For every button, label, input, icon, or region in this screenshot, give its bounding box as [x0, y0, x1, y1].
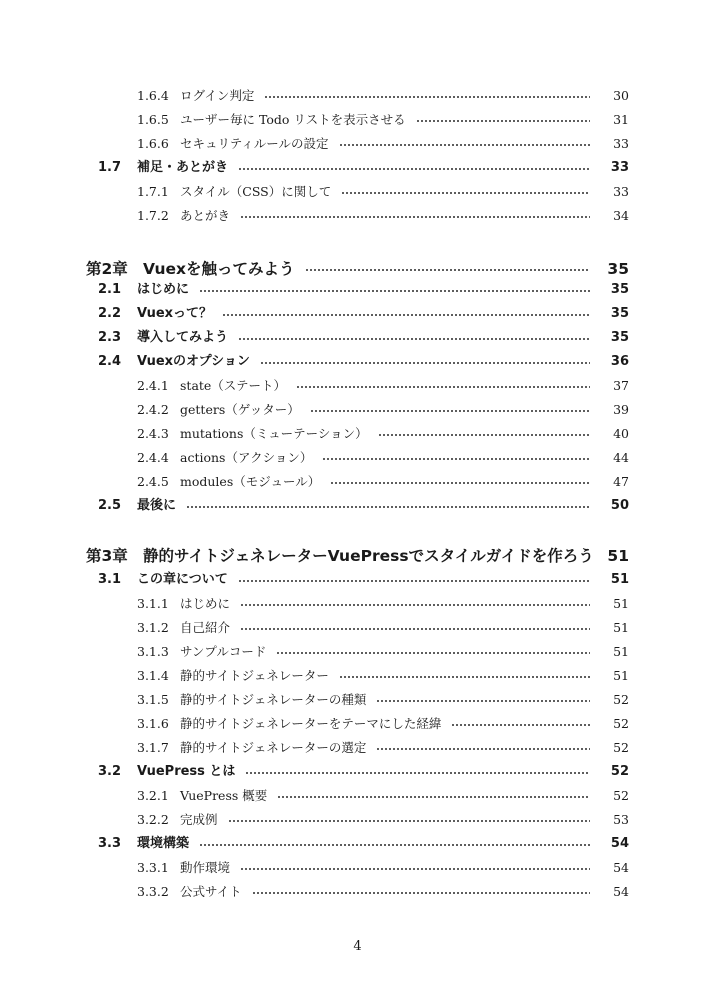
leader-dots	[238, 167, 590, 171]
toc-entry-title: ユーザー毎に Todo リストを表示させる	[180, 110, 406, 130]
toc-entry-title: VuePress とは	[137, 762, 235, 782]
toc-entry-number: 2.4.3	[137, 424, 169, 444]
toc-entry-page: 52	[613, 786, 629, 806]
leader-dots	[276, 651, 590, 655]
toc-subsection-row[interactable]	[0, 882, 715, 902]
toc-entry-page: 52	[611, 762, 629, 782]
leader-dots	[186, 505, 590, 509]
toc-entry-page: 40	[613, 424, 629, 444]
toc-entry-title: 静的サイトジェネレーターをテーマにした経緯	[180, 714, 441, 734]
toc-entry-page: 51	[611, 570, 629, 590]
toc-entry-page: 51	[613, 594, 629, 614]
toc-entry-title: この章について	[137, 570, 228, 590]
toc-entry-page: 35	[611, 280, 629, 300]
toc-entry-number: 1.6.6	[137, 134, 169, 154]
toc-entry-number: 2.4.5	[137, 472, 169, 492]
leader-dots	[322, 457, 590, 461]
toc-section-row[interactable]	[0, 762, 715, 782]
toc-subsection-row[interactable]	[0, 714, 715, 734]
toc-entry-number: 3.1.2	[137, 618, 169, 638]
toc-subsection-row[interactable]	[0, 110, 715, 130]
toc-entry-number: 3.1.1	[137, 594, 169, 614]
toc-entry-page: 52	[613, 690, 629, 710]
toc-entry-number: 3.2.1	[137, 786, 169, 806]
leader-dots	[310, 409, 590, 413]
toc-entry-number: 2.4	[98, 352, 118, 372]
leader-dots	[252, 891, 590, 895]
toc-subsection-row[interactable]	[0, 472, 715, 492]
toc-entry-page: 54	[613, 882, 629, 902]
toc-entry-number: 第2章	[86, 256, 128, 282]
toc-entry-number: 3.1.7	[137, 738, 169, 758]
toc-entry-title: 公式サイト	[180, 882, 242, 902]
toc-subsection-row[interactable]	[0, 858, 715, 878]
toc-entry-title: 静的サイトジェネレーターVuePressでスタイルガイドを作ろう	[143, 543, 594, 569]
leader-dots	[245, 771, 590, 775]
toc-entry-page: 51	[607, 543, 629, 569]
toc-entry-page: 52	[613, 738, 629, 758]
toc-entry-number: 第3章	[86, 543, 128, 569]
toc-entry-page: 54	[611, 834, 629, 854]
toc-entry-title: サンプルコード	[180, 642, 266, 662]
toc-entry-title: actions（アクション）	[180, 448, 312, 468]
toc-entry-number: 1.6.5	[137, 110, 169, 130]
leader-dots	[240, 603, 590, 607]
leader-dots	[199, 843, 590, 847]
toc-entry-page: 35	[607, 256, 629, 282]
toc-entry-title: スタイル（CSS）に関して	[180, 182, 331, 202]
toc-entry-title: セキュリティルールの設定	[180, 134, 329, 154]
toc-entry-page: 44	[613, 448, 629, 468]
toc-entry-number: 3.1.4	[137, 666, 169, 686]
toc-entry-title: 静的サイトジェネレーター	[180, 666, 329, 686]
toc-entry-number: 3.1	[98, 570, 118, 590]
toc-entry-page: 35	[611, 328, 629, 348]
toc-subsection-row[interactable]	[0, 810, 715, 830]
toc-entry-title: はじめに	[137, 280, 189, 300]
toc-entry-page: 50	[611, 496, 629, 516]
leader-dots	[378, 433, 590, 437]
toc-entry-number: 2.4.2	[137, 400, 169, 420]
toc-entry-title: state（ステート）	[180, 376, 286, 396]
toc-subsection-row[interactable]	[0, 424, 715, 444]
toc-entry-page: 51	[613, 666, 629, 686]
leader-dots	[376, 699, 590, 703]
leader-dots	[296, 385, 590, 389]
toc-subsection-row[interactable]	[0, 376, 715, 396]
toc-entry-title: 環境構築	[137, 834, 189, 854]
toc-entry-page: 35	[611, 304, 629, 324]
toc-entry-title: 動作環境	[180, 858, 230, 878]
toc-entry-number: 2.1	[98, 280, 118, 300]
toc-entry-number: 1.7	[98, 158, 118, 178]
toc-chapter-row[interactable]	[0, 543, 715, 569]
leader-dots	[264, 95, 590, 99]
toc-entry-number: 3.2	[98, 762, 118, 782]
leader-dots	[330, 481, 590, 485]
leader-dots	[199, 289, 590, 293]
leader-dots	[451, 723, 590, 727]
toc-entry-page: 34	[613, 206, 629, 226]
toc-subsection-row[interactable]	[0, 786, 715, 806]
toc-entry-title: 導入してみよう	[137, 328, 228, 348]
toc-entry-title: Vuexを触ってみよう	[143, 256, 295, 282]
toc-entry-number: 3.1.3	[137, 642, 169, 662]
toc-entry-page: 53	[613, 810, 629, 830]
toc-entry-page: 37	[613, 376, 629, 396]
toc-subsection-row[interactable]	[0, 448, 715, 468]
toc-entry-title: Vuexのオプション	[137, 352, 250, 372]
toc-section-row[interactable]	[0, 352, 715, 372]
leader-dots	[240, 627, 590, 631]
toc-chapter-row[interactable]	[0, 256, 715, 282]
toc-entry-number: 3.3.1	[137, 858, 169, 878]
toc-entry-title: getters（ゲッター）	[180, 400, 300, 420]
toc-entry-number: 3.2.2	[137, 810, 169, 830]
leader-dots	[240, 867, 590, 871]
toc-subsection-row[interactable]	[0, 400, 715, 420]
toc-entry-page: 52	[613, 714, 629, 734]
toc-section-row[interactable]	[0, 496, 715, 516]
toc-entry-number: 3.3.2	[137, 882, 169, 902]
leader-dots	[376, 747, 590, 751]
leader-dots	[228, 819, 590, 823]
toc-subsection-row[interactable]	[0, 666, 715, 686]
toc-entry-title: 静的サイトジェネレーターの種類	[180, 690, 366, 710]
leader-dots	[277, 795, 590, 799]
toc-entry-title: 自己紹介	[180, 618, 230, 638]
toc-subsection-row[interactable]	[0, 642, 715, 662]
toc-entry-number: 2.4.1	[137, 376, 169, 396]
toc-section-row[interactable]	[0, 834, 715, 854]
toc-entry-number: 3.3	[98, 834, 118, 854]
leader-dots	[238, 579, 590, 583]
toc-entry-title: 静的サイトジェネレーターの選定	[180, 738, 366, 758]
toc-entry-page: 30	[613, 86, 629, 106]
toc-entry-page: 51	[613, 642, 629, 662]
leader-dots	[238, 337, 590, 341]
toc-entry-title: modules（モジュール）	[180, 472, 320, 492]
page-number: 4	[353, 939, 362, 954]
leader-dots	[260, 361, 590, 365]
leader-dots	[416, 119, 590, 123]
toc-section-row[interactable]	[0, 304, 715, 324]
toc-entry-title: mutations（ミューテーション）	[180, 424, 368, 444]
toc-subsection-row[interactable]	[0, 182, 715, 202]
toc-entry-title: VuePress 概要	[180, 786, 267, 806]
toc-entry-number: 1.7.2	[137, 206, 169, 226]
toc-entry-title: あとがき	[180, 206, 230, 226]
toc-entry-page: 51	[613, 618, 629, 638]
leader-dots	[305, 268, 590, 272]
toc-entry-title: 最後に	[137, 496, 176, 516]
leader-dots	[341, 191, 590, 195]
toc-entry-number: 3.1.6	[137, 714, 169, 734]
toc-entry-title: 完成例	[180, 810, 218, 830]
toc-entry-page: 31	[613, 110, 629, 130]
toc-entry-page: 33	[613, 182, 629, 202]
toc-entry-number: 2.3	[98, 328, 118, 348]
toc-section-row[interactable]	[0, 280, 715, 300]
toc-subsection-row[interactable]	[0, 86, 715, 106]
leader-dots	[222, 313, 590, 317]
toc-entry-number: 3.1.5	[137, 690, 169, 710]
leader-dots	[339, 143, 590, 147]
toc-section-row[interactable]	[0, 158, 715, 178]
toc-entry-title: Vuexって？	[137, 304, 212, 324]
toc-section-row[interactable]	[0, 328, 715, 348]
toc-entry-title: ログイン判定	[180, 86, 254, 106]
toc-entry-number: 2.2	[98, 304, 118, 324]
toc-subsection-row[interactable]	[0, 206, 715, 226]
leader-dots	[240, 215, 590, 219]
toc-entry-number: 2.5	[98, 496, 118, 516]
toc-entry-title: 補足・あとがき	[137, 158, 228, 178]
toc-entry-number: 1.7.1	[137, 182, 169, 202]
toc-subsection-row[interactable]	[0, 738, 715, 758]
toc-entry-page: 39	[613, 400, 629, 420]
toc-entry-page: 36	[611, 352, 629, 372]
toc-entry-number: 2.4.4	[137, 448, 169, 468]
toc-subsection-row[interactable]	[0, 618, 715, 638]
toc-entry-page: 33	[611, 158, 629, 178]
toc-section-row[interactable]	[0, 570, 715, 590]
toc-subsection-row[interactable]	[0, 690, 715, 710]
toc-subsection-row[interactable]	[0, 134, 715, 154]
toc-entry-title: はじめに	[180, 594, 230, 614]
toc-subsection-row[interactable]	[0, 594, 715, 614]
toc-entry-page: 47	[613, 472, 629, 492]
toc-entry-number: 1.6.4	[137, 86, 169, 106]
toc-entry-page: 54	[613, 858, 629, 878]
toc-entry-page: 33	[613, 134, 629, 154]
leader-dots	[339, 675, 590, 679]
